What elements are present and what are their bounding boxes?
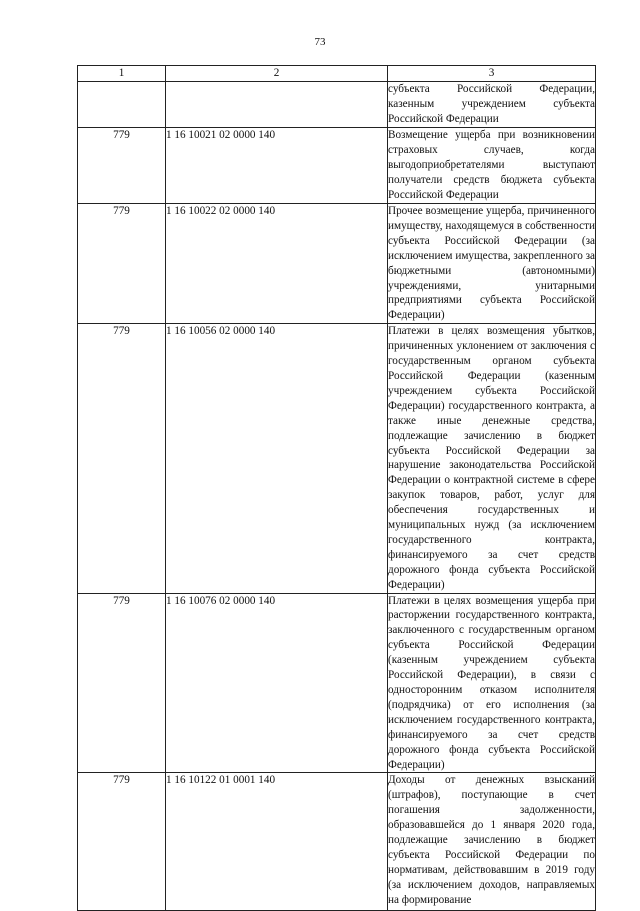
description-cell: Платежи в целях возмещения ущерба при расторжении государственного контракта, заключенного с государственным органом субъекта Российской Федерации (казенным учреждением субъекта Российской Федерации), в связи с односторонним отказом исполнителя (подрядчика) от его исполнения (за исключением государственного контракта, финансируемого за счет средств дорожного фонда субъекта Российской Федерации): [388, 593, 596, 773]
admin-code-cell: [78, 82, 166, 128]
table-row: [78, 324, 596, 593]
budget-revenue-table: [77, 65, 596, 911]
budget-code-cell: 1 16 10021 02 0000 140: [166, 128, 388, 204]
admin-code-cell: 779: [78, 593, 166, 773]
description-cell: Возмещение ущерба при возникновении страховых случаев, когда выгодоприобретателями выступают получатели средств бюджета субъекта Российской Федерации: [388, 128, 596, 204]
column-header-1: 1: [78, 66, 166, 82]
column-header-2: 2: [166, 66, 388, 82]
admin-code-cell: 779: [78, 324, 166, 593]
table-row: [78, 773, 596, 911]
description-cell: субъекта Российской Федерации, казенным учреждением субъекта Российской Федерации: [388, 82, 596, 128]
description-cell: Доходы от денежных взысканий (штрафов), поступающие в счет погашения задолженности, образовавшейся до 1 января 2020 года, подлежащие зачислению в бюджет субъекта Российской Федерации по нормативам, действовавшим в 2019 году (за исключением доходов, направляемых на формирование: [388, 773, 596, 911]
budget-code-cell: 1 16 10056 02 0000 140: [166, 324, 388, 593]
budget-code-cell: [166, 82, 388, 128]
admin-code-cell: 779: [78, 204, 166, 324]
budget-code-cell: 1 16 10022 02 0000 140: [166, 204, 388, 324]
budget-code-cell: 1 16 10076 02 0000 140: [166, 593, 388, 773]
table-header-row: [78, 66, 596, 82]
table-row: [78, 593, 596, 773]
table-row: [78, 82, 596, 128]
admin-code-cell: 779: [78, 128, 166, 204]
description-cell: Прочее возмещение ущерба, причиненного имуществу, находящемуся в собственности субъекта Российской Федерации (за исключением имущества, закрепленного за бюджетными (автономными) учреждениями, унитарными предприятиями субъекта Российской Федерации): [388, 204, 596, 324]
column-header-3: 3: [388, 66, 596, 82]
budget-code-cell: 1 16 10122 01 0001 140: [166, 773, 388, 911]
description-cell: Платежи в целях возмещения убытков, причиненных уклонением от заключения с государственным органом субъекта Российской Федерации (казенным учреждением субъекта Российской Федерации) государственного контракта, а также иные денежные средства, подлежащие зачислению в бюджет субъекта Российской Федерации за нарушение законодательства Российской Федерации о контрактной системе в сфере закупок товаров, работ, услуг для обеспечения государственных и муниципальных нужд (за исключением государственного контракта, финансируемого за счет средств дорожного фонда субъекта Российской Федерации): [388, 324, 596, 593]
admin-code-cell: 779: [78, 773, 166, 911]
table-row: [78, 128, 596, 204]
table-row: [78, 204, 596, 324]
page-number: 73: [314, 36, 326, 48]
